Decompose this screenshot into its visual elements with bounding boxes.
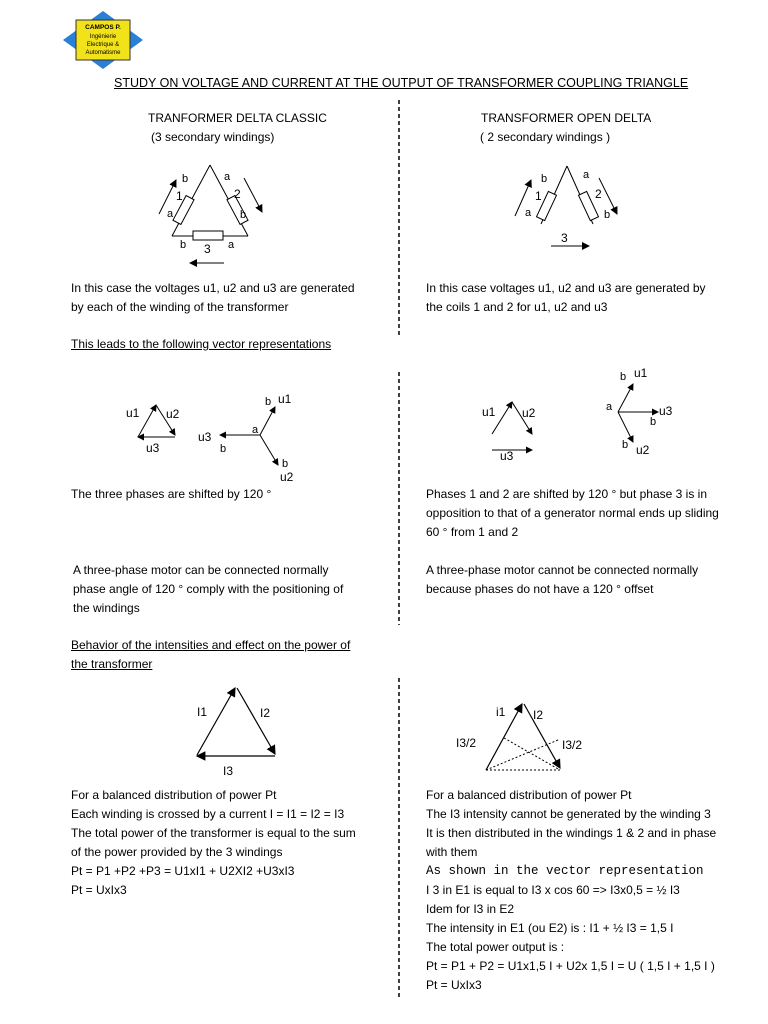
section-heading-intensities-1: Behavior of the intensities and effect on the power of: [71, 638, 351, 652]
right-desc-line-2: the coils 1 and 2 for u1, u2 and u3: [426, 300, 608, 314]
winding-1-label: 1: [535, 189, 542, 203]
i2-label: I2: [260, 706, 271, 720]
page-title: STUDY ON VOLTAGE AND CURRENT AT THE OUTPUT OF TRANSFORMER COUPLING TRIANGLE: [114, 76, 689, 90]
right-subheading: ( 2 secondary windings ): [480, 130, 611, 144]
right-power-line-7: Idem for I3 in E2: [426, 902, 515, 916]
label-b: b: [240, 209, 247, 221]
label-b: b: [620, 371, 627, 383]
label-b: b: [180, 239, 187, 251]
logo-line-1: CAMPOS P.: [85, 24, 121, 31]
right-motor-line-1: A three-phase motor cannot be connected normally: [426, 563, 699, 577]
label-a: a: [525, 207, 532, 219]
delta-classic-diagram: [150, 160, 280, 270]
u2-label: u2: [522, 406, 536, 420]
right-phase-line-2: opposition to that of a generator normal ends up sliding: [426, 506, 719, 520]
i3-label: I3: [223, 764, 234, 778]
section-heading-intensities-2: the transformer: [71, 657, 153, 671]
label-a: a: [228, 239, 235, 251]
winding-3-label: 3: [204, 242, 211, 256]
label-b: b: [182, 173, 189, 185]
left-current-triangle: [185, 680, 295, 780]
left-vector-diagram: [120, 385, 320, 485]
label-a: a: [224, 171, 231, 183]
open-delta-diagram: [505, 160, 635, 260]
right-vector-diagram: [478, 362, 698, 462]
i3-half-left-label: I3/2: [456, 736, 477, 750]
i1-label: I1: [197, 705, 208, 719]
label-b: b: [650, 416, 657, 428]
left-power-line-1: For a balanced distribution of power Pt: [71, 788, 277, 802]
i1-label: i1: [496, 705, 506, 719]
i3-half-right-label: I3/2: [562, 738, 583, 752]
column-divider: [396, 100, 402, 1000]
section-heading-vectors: This leads to the following vector representations: [71, 337, 332, 351]
label-b: b: [622, 439, 629, 451]
u2-label: u2: [166, 407, 180, 421]
label-a: a: [583, 169, 590, 181]
u3-label: u3: [659, 404, 673, 418]
u3-label: u3: [198, 430, 212, 444]
right-phase-line-3: 60 ° from 1 and 2: [426, 525, 519, 539]
u1-label: u1: [482, 405, 496, 419]
right-power-line-1: For a balanced distribution of power Pt: [426, 788, 632, 802]
label-b: b: [541, 173, 548, 185]
label-b: b: [220, 443, 227, 455]
u1-label: u1: [634, 366, 648, 380]
right-power-line-3: It is then distributed in the windings 1 & 2 and in phase: [426, 826, 717, 840]
left-desc-line-2: by each of the winding of the transformer: [71, 300, 289, 314]
winding-3-label: 3: [561, 231, 568, 245]
left-power-line-6: Pt = UxIx3: [71, 883, 127, 897]
right-desc-line-1: In this case voltages u1, u2 and u3 are generated by: [426, 281, 706, 295]
right-power-line-4: with them: [426, 845, 478, 859]
logo-line-4: Automatisme: [85, 50, 121, 56]
winding-2-label: 2: [234, 187, 241, 201]
left-desc-line-1: In this case the voltages u1, u2 and u3 are generated: [71, 281, 355, 295]
right-power-line-11: Pt = UxIx3: [426, 978, 482, 992]
right-power-line-5: As shown in the vector representation: [426, 864, 704, 878]
right-power-line-10: Pt = P1 + P2 = U1x1,5 I + U2x 1,5 I = U ( 1,5 I + 1,5 I ): [426, 959, 715, 973]
u2-label: u2: [636, 443, 650, 457]
right-power-line-2: The I3 intensity cannot be generated by the winding 3: [426, 807, 711, 821]
right-heading: TRANSFORMER OPEN DELTA: [481, 111, 652, 125]
left-power-line-4: of the power provided by the 3 windings: [71, 845, 283, 859]
right-phase-line-1: Phases 1 and 2 are shifted by 120 ° but phase 3 is in: [426, 487, 707, 501]
company-logo: [62, 10, 144, 70]
u1-label: u1: [278, 392, 292, 406]
right-power-line-9: The total power output is :: [426, 940, 565, 954]
left-subheading: (3 secondary windings): [151, 130, 275, 144]
label-a: a: [606, 401, 613, 413]
i2-label: I2: [533, 708, 544, 722]
left-power-line-2: Each winding is crossed by a current I = I1 = I2 = I3: [71, 807, 345, 821]
left-power-line-5: Pt = P1 +P2 +P3 = U1xI1 + U2XI2 +U3xI3: [71, 864, 295, 878]
winding-2-label: 2: [595, 187, 602, 201]
logo-line-2: Ingénierie: [89, 34, 117, 40]
left-motor-line-2: phase angle of 120 ° comply with the positioning of: [73, 582, 344, 596]
right-current-triangle: [450, 696, 600, 786]
left-heading: TRANFORMER DELTA CLASSIC: [148, 111, 327, 125]
label-a: a: [167, 208, 174, 220]
label-b: b: [282, 458, 289, 470]
winding-1-label: 1: [176, 189, 183, 203]
right-power-line-6: I 3 in E1 is equal to I3 x cos 60 => I3x0,5 = ½ I3: [426, 883, 680, 897]
label-a: a: [252, 424, 259, 436]
left-phase-text: The three phases are shifted by 120 °: [71, 487, 272, 501]
u3-label: u3: [500, 449, 514, 462]
label-b: b: [265, 396, 272, 408]
label-b: b: [604, 209, 611, 221]
u1-label: u1: [126, 406, 140, 420]
left-power-line-3: The total power of the transformer is equal to the sum: [71, 826, 356, 840]
left-motor-line-1: A three-phase motor can be connected normally: [73, 563, 329, 577]
right-power-line-8: The intensity in E1 (ou E2) is : I1 + ½ I3 = 1,5 I: [426, 921, 674, 935]
logo-line-3: Electrique &: [86, 42, 120, 48]
left-motor-line-3: the windings: [73, 601, 140, 615]
right-motor-line-2: because phases do not have a 120 ° offset: [426, 582, 654, 596]
u3-label: u3: [146, 441, 160, 455]
u2-label: u2: [280, 470, 294, 484]
